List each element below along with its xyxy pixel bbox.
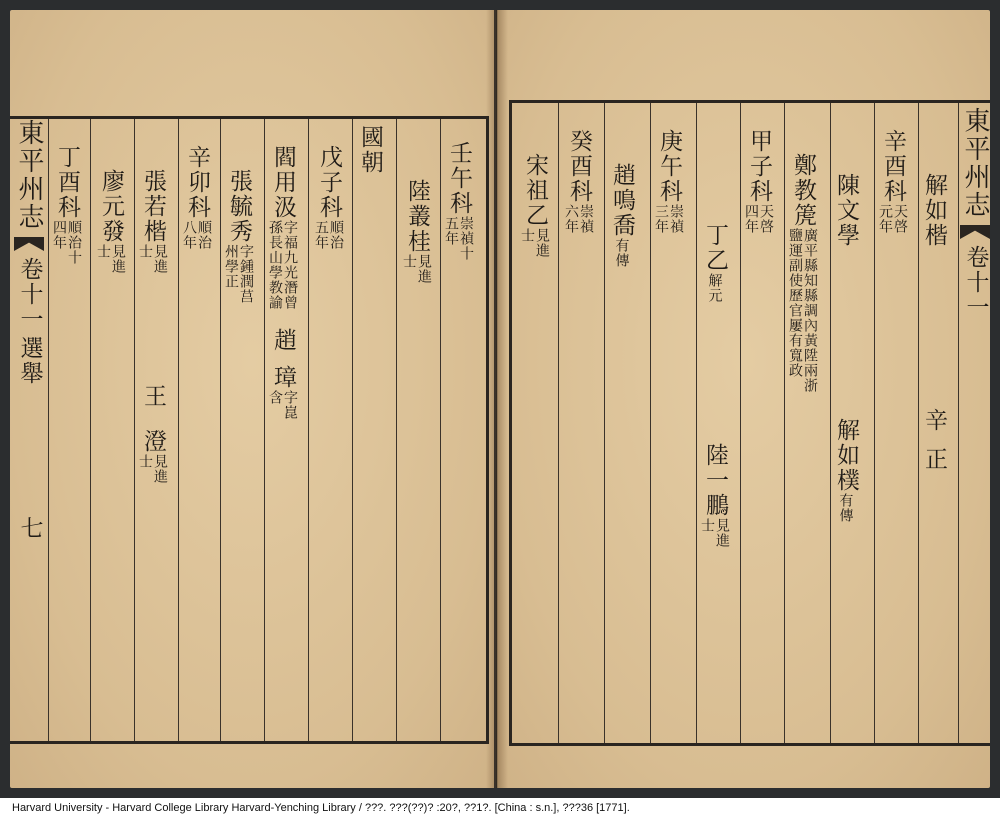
candidate-name: 解如楷 — [921, 173, 947, 248]
annotation: 見進 — [416, 254, 432, 284]
annotation: 天啓 — [892, 204, 908, 234]
annotation: 有傳 — [837, 493, 854, 523]
annotation: 四年 — [743, 204, 759, 234]
annotation: 字福九光潛曾 — [282, 220, 298, 310]
candidate-name: 辛 — [921, 408, 947, 433]
text-column — [700, 223, 729, 548]
text-column — [358, 125, 381, 175]
annotation: 鹽運副使歷官屢有寬政 — [787, 228, 803, 378]
annotation: 莒 — [238, 289, 254, 304]
text-column — [922, 173, 945, 472]
annotation: 順治十 — [66, 220, 82, 265]
annotation: 見進 — [152, 244, 168, 274]
annotation: 見進 — [714, 518, 730, 548]
annotation: 見進 — [152, 454, 168, 484]
annotation: 崇禎十 — [458, 216, 474, 261]
column-rule — [90, 119, 91, 741]
candidate-name: 陳文學 — [833, 173, 859, 248]
candidate-name: 宋祖乙 — [522, 153, 548, 228]
left-page-frame — [10, 116, 489, 744]
left-margin-column — [14, 119, 44, 541]
candidate-name: 璋 — [270, 365, 296, 390]
book-gutter — [486, 10, 508, 788]
fish-tail-mark — [960, 225, 990, 239]
column-rule — [308, 119, 309, 741]
right-margin-column — [960, 107, 990, 320]
margin-section: 選舉 — [16, 336, 43, 386]
annotation: 三年 — [653, 204, 669, 234]
text-column — [788, 153, 817, 393]
candidate-name: 趙鳴喬 — [609, 163, 635, 238]
text-column — [52, 145, 81, 265]
exam-year: 癸酉科 — [566, 129, 592, 204]
annotation: 士 — [95, 244, 111, 259]
candidate-name: 張毓秀 — [226, 169, 252, 244]
annotation: 元年 — [877, 204, 893, 234]
column-rule — [958, 103, 959, 743]
annotation: 五年 — [443, 216, 459, 246]
column-rule — [352, 119, 353, 741]
annotation: 見進 — [110, 244, 126, 274]
column-rule — [874, 103, 875, 743]
candidate-name: 陸一鵬 — [702, 443, 728, 518]
candidate-name: 澄 — [140, 429, 166, 454]
candidate-name: 鄭教箎 — [790, 153, 816, 228]
annotation: 州學正 — [223, 244, 239, 289]
annotation: 天啓 — [758, 204, 774, 234]
column-rule — [48, 119, 49, 741]
text-column — [268, 145, 297, 420]
annotation: 孫長山學教諭 — [267, 220, 283, 310]
annotation: 士 — [137, 244, 153, 259]
candidate-name: 閻用汲 — [270, 145, 296, 220]
annotation: 見進 — [534, 228, 550, 258]
exam-year: 甲子科 — [746, 129, 772, 204]
column-rule — [440, 119, 441, 741]
column-rule — [134, 119, 135, 741]
text-column — [520, 153, 549, 258]
annotation: 五年 — [313, 220, 329, 250]
text-column — [182, 145, 211, 250]
annotation: 字鍾潤 — [238, 244, 254, 289]
annotation: 士 — [137, 454, 153, 469]
annotation: 廣平縣知縣調內黃陞兩浙 — [802, 228, 818, 393]
candidate-name: 王 — [140, 384, 166, 409]
annotation: 六年 — [563, 204, 579, 234]
exam-year: 戊子科 — [316, 145, 342, 220]
annotation: 順治 — [196, 220, 212, 250]
annotation: 有傳 — [613, 238, 630, 268]
candidate-name: 丁乙 — [702, 223, 728, 273]
annotation: 四年 — [51, 220, 67, 250]
annotation: 解元 — [706, 273, 723, 303]
text-column — [878, 129, 907, 234]
exam-year: 丁酉科 — [54, 145, 80, 220]
fish-tail-mark — [14, 237, 44, 251]
candidate-name: 正 — [921, 447, 947, 472]
column-rule — [178, 119, 179, 741]
annotation: 士 — [519, 228, 535, 243]
margin-book-title: 東平州志 — [960, 107, 990, 219]
left-margin-strip — [10, 119, 50, 741]
annotation: 順治 — [328, 220, 344, 250]
candidate-name: 廖元發 — [98, 169, 124, 244]
column-rule — [264, 119, 265, 741]
exam-year: 辛卯科 — [184, 145, 210, 220]
candidate-name: 趙 — [270, 328, 296, 353]
annotation: 崇禎 — [578, 204, 594, 234]
annotation: 字崑 — [282, 390, 298, 420]
column-rule — [396, 119, 397, 741]
text-column — [654, 129, 683, 234]
column-rule — [220, 119, 221, 741]
text-column — [314, 145, 343, 250]
annotation: 士 — [699, 518, 715, 533]
margin-volume: 卷十一 — [16, 257, 43, 332]
annotation: 八年 — [181, 220, 197, 250]
column-rule — [830, 103, 831, 743]
candidate-name: 張若楷 — [140, 169, 166, 244]
annotation: 士 — [401, 254, 417, 269]
exam-year: 辛酉科 — [880, 129, 906, 204]
column-rule — [740, 103, 741, 743]
text-column — [744, 129, 773, 234]
column-rule — [650, 103, 651, 743]
dynasty-heading: 國朝 — [357, 125, 383, 175]
column-rule — [558, 103, 559, 743]
text-column — [610, 163, 633, 268]
text-column — [564, 129, 593, 234]
column-rule — [696, 103, 697, 743]
text-column — [834, 173, 857, 523]
text-column — [96, 169, 125, 274]
column-rule — [918, 103, 919, 743]
text-column — [224, 169, 253, 304]
text-column — [402, 179, 431, 284]
column-rule — [604, 103, 605, 743]
candidate-name: 解如樸 — [833, 418, 859, 493]
text-column — [444, 141, 473, 261]
exam-year: 庚午科 — [656, 129, 682, 204]
candidate-name: 陸叢桂 — [404, 179, 430, 254]
annotation: 含 — [267, 390, 283, 405]
right-page-frame — [509, 100, 990, 746]
margin-page-number: 七 — [16, 516, 43, 541]
margin-volume: 卷十一 — [962, 245, 989, 320]
column-rule — [784, 103, 785, 743]
source-caption: Harvard University - Harvard College Library Harvard-Yenching Library / ???. ???(??)? :20?, ??1?. [China : s.n.], ???36 [1771]. — [12, 802, 630, 814]
margin-book-title: 東平州志 — [14, 119, 44, 231]
annotation: 崇禎 — [668, 204, 684, 234]
text-column — [138, 169, 167, 484]
exam-year: 壬午科 — [446, 141, 472, 216]
